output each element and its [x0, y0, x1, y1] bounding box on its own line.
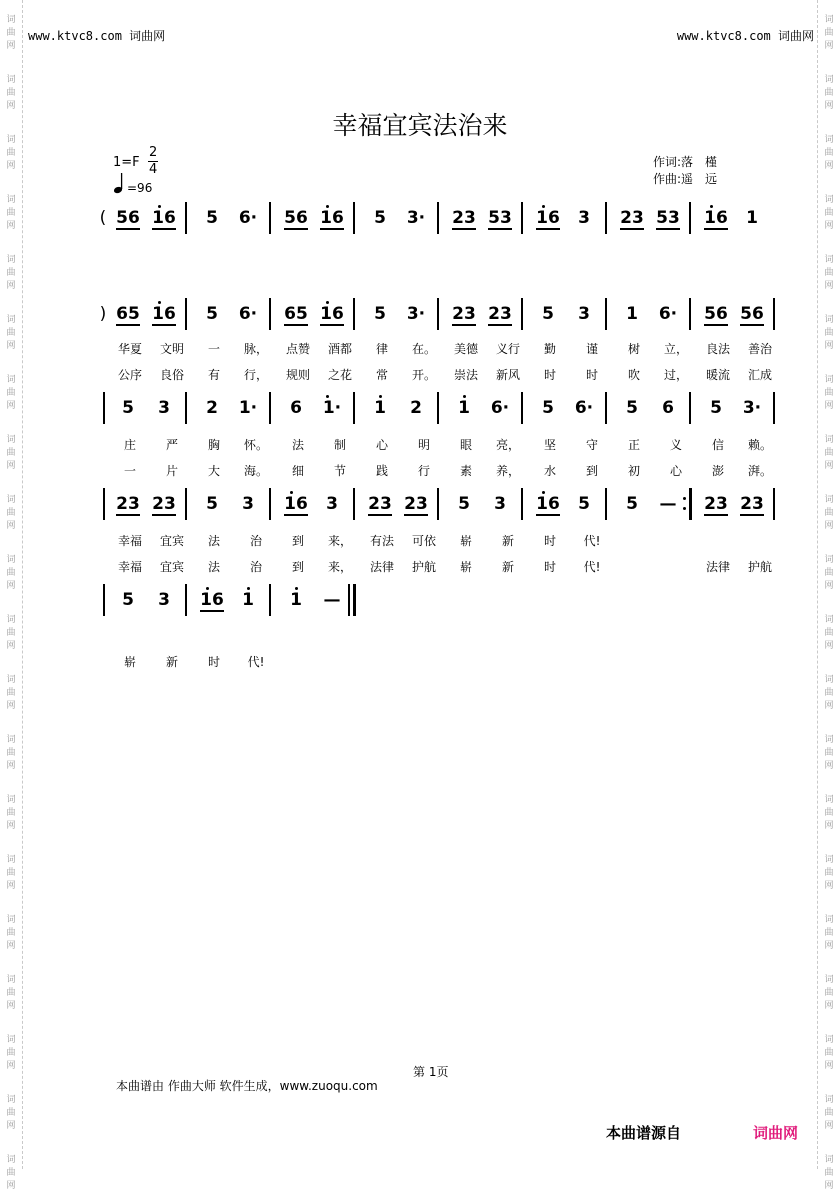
- note-beat: 3: [158, 398, 170, 418]
- note-beat: 6·: [490, 398, 510, 418]
- lyric-syllable: 华夏: [117, 342, 142, 356]
- lyric-syllable: 素: [459, 464, 472, 478]
- lyric-syllable: 节: [333, 464, 346, 478]
- note-beat: 3: [158, 590, 170, 610]
- lyric-syllable: 信: [711, 438, 724, 452]
- lyric-syllable: 守: [585, 438, 598, 452]
- lyric-syllable: 水: [543, 464, 556, 478]
- note-beat: 16: [320, 208, 344, 228]
- lyric-syllable: 明: [417, 438, 430, 452]
- lyric-syllable: 新: [165, 655, 178, 669]
- lyric-syllable: 正: [627, 438, 640, 452]
- lyric-syllable: 勤: [543, 342, 556, 356]
- watermark-glyphs: 词 曲 网: [6, 495, 16, 531]
- bar-line: [689, 202, 691, 234]
- lyric-syllable: 开。: [411, 368, 436, 382]
- lyric-syllable: 善治: [747, 342, 772, 356]
- bar-line: [269, 298, 271, 330]
- watermark-glyphs: 词 曲 网: [824, 375, 834, 411]
- watermark-glyphs: 词 曲 网: [6, 795, 16, 831]
- lyric-syllable: 幸福: [117, 534, 142, 548]
- watermark-glyphs: 词 曲 网: [824, 195, 834, 231]
- lyric-syllable: 庄: [123, 438, 136, 452]
- bar-line: [689, 298, 691, 330]
- bar-line: [437, 202, 439, 234]
- lyric-syllable: 律: [375, 342, 388, 356]
- watermark-glyphs: 词 曲 网: [6, 195, 16, 231]
- bar-line: [185, 298, 187, 330]
- watermark-glyphs: 词 曲 网: [824, 1095, 834, 1131]
- lyric-syllable: 赖。: [747, 438, 772, 452]
- lyric-syllable: 美德: [453, 342, 478, 356]
- bar-line: [605, 298, 607, 330]
- note-beat: 23: [452, 304, 476, 324]
- lyric-syllable: 治: [249, 560, 262, 574]
- left-watermark-strip: [0, 0, 23, 1191]
- watermark-glyphs: 词 曲 网: [824, 135, 834, 171]
- lyric-syllable: 护航: [747, 560, 772, 574]
- bar-line: [773, 392, 775, 424]
- octave-dot: [542, 205, 545, 208]
- lyric-syllable: 大: [207, 464, 220, 478]
- note-beat: 16: [536, 494, 560, 514]
- bar-line: [437, 488, 439, 520]
- lyric-syllable: 宜宾: [159, 534, 184, 548]
- watermark-glyphs: 词 曲 网: [6, 555, 16, 591]
- watermark-glyphs: 词 曲 网: [6, 855, 16, 891]
- quarter-note-icon: [113, 171, 127, 195]
- lyric-syllable: 新: [501, 560, 514, 574]
- note-beat: 23: [704, 494, 728, 514]
- watermark-glyphs: 词 曲 网: [824, 795, 834, 831]
- note-beat: 56: [116, 208, 140, 228]
- lyric-syllable: 来，: [327, 534, 352, 548]
- lyric-syllable: 细: [291, 464, 304, 478]
- lyric-syllable: 澎: [711, 464, 724, 478]
- octave-dot: [542, 491, 545, 494]
- lyric-syllable: 法: [207, 534, 220, 548]
- octave-dot: [379, 395, 382, 398]
- watermark-glyphs: 词 曲 网: [824, 735, 834, 771]
- octave-dot: [710, 205, 713, 208]
- note-beat: 1: [458, 398, 470, 418]
- lyric-syllable: 新风: [495, 368, 520, 382]
- lyric-syllable: 义行: [495, 342, 520, 356]
- system-start-mark: [103, 584, 105, 616]
- note-beat: 3: [242, 494, 254, 514]
- bar-line: [605, 488, 607, 520]
- lyric-syllable: 胸: [207, 438, 220, 452]
- header-left: www.ktvc8.com 词曲网: [28, 29, 166, 43]
- watermark-glyphs: 词 曲 网: [6, 615, 16, 651]
- system-start-mark: ): [99, 304, 107, 324]
- bar-line: [773, 488, 775, 520]
- bar-line: [185, 202, 187, 234]
- octave-dot: [326, 205, 329, 208]
- lyric-syllable: 良俗: [159, 368, 184, 382]
- note-beat: 6·: [238, 208, 258, 228]
- note-beat: 6·: [238, 304, 258, 324]
- system-start-mark: [103, 392, 105, 424]
- note-beat: 23: [116, 494, 140, 514]
- lyric-syllable: 制: [333, 438, 346, 452]
- lyric-syllable: 汇成: [747, 368, 772, 382]
- lyric-syllable: 一: [207, 342, 220, 356]
- octave-dot: [206, 587, 209, 590]
- lyric-syllable: 宜宾: [159, 560, 184, 574]
- watermark-glyphs: 词 曲 网: [824, 1035, 834, 1071]
- watermark-glyphs: 词 曲 网: [6, 375, 16, 411]
- bar-line: [353, 298, 355, 330]
- bar-line: [605, 202, 607, 234]
- note-beat: 5: [626, 398, 638, 418]
- note-beat: 16: [536, 208, 560, 228]
- note-beat: 16: [152, 208, 176, 228]
- lyric-syllable: 可依: [411, 534, 436, 548]
- source-name: 词曲网: [753, 1124, 799, 1142]
- lyric-syllable: 脉，: [243, 342, 268, 356]
- lyric-syllable: 亮，: [495, 438, 520, 452]
- lyric-syllable: 之花: [327, 368, 352, 382]
- octave-dot: [247, 587, 250, 590]
- right-watermark-strip: [817, 0, 840, 1191]
- lyric-syllable: 时: [207, 655, 220, 669]
- lyric-syllable: 行，: [243, 368, 268, 382]
- system-start-mark: (: [99, 208, 107, 228]
- note-beat: 5: [206, 304, 218, 324]
- bar-line: [605, 392, 607, 424]
- lyric-syllable: 怀。: [243, 438, 268, 452]
- lyric-syllable: 坚: [543, 438, 556, 452]
- note-beat: 16: [200, 590, 224, 610]
- watermark-glyphs: 词 曲 网: [824, 435, 834, 471]
- lyric-syllable: 践: [375, 464, 388, 478]
- octave-dot: [158, 301, 161, 304]
- note-beat: 5: [710, 398, 722, 418]
- note-beat: 1·: [238, 398, 258, 418]
- system-start-mark: [103, 488, 105, 520]
- bar-line: [353, 202, 355, 234]
- lyricist-credit: 作词:落 槿: [653, 155, 718, 169]
- note-beat: 53: [656, 208, 680, 228]
- lyric-syllable: 到: [291, 534, 304, 548]
- watermark-glyphs: 词 曲 网: [6, 915, 16, 951]
- lyric-syllable: 良法: [705, 342, 730, 356]
- watermark-glyphs: 词 曲 网: [824, 615, 834, 651]
- note-beat: 3: [578, 304, 590, 324]
- bar-line: [185, 584, 187, 616]
- lyric-syllable: 心: [375, 438, 388, 452]
- lyric-syllable: 代!: [583, 560, 601, 574]
- octave-dot: [326, 301, 329, 304]
- note-beat: 23: [452, 208, 476, 228]
- note-beat: 3·: [406, 304, 426, 324]
- note-beat: 6·: [574, 398, 594, 418]
- note-beat: 3·: [742, 398, 762, 418]
- watermark-glyphs: 词 曲 网: [824, 855, 834, 891]
- lyric-syllable: 法: [291, 438, 304, 452]
- note-beat: 23: [152, 494, 176, 514]
- bar-line: [521, 202, 523, 234]
- octave-dot: [326, 395, 329, 398]
- note-beat: 16: [152, 304, 176, 324]
- lyric-syllable: 谨: [585, 342, 598, 356]
- note-beat: 1: [746, 208, 758, 228]
- lyric-syllable: 初: [627, 464, 640, 478]
- header-right: www.ktvc8.com 词曲网: [676, 29, 814, 43]
- lyric-syllable: 文明: [159, 342, 184, 356]
- note-beat: 1: [290, 590, 302, 610]
- bar-line: [521, 298, 523, 330]
- note-beat: 3: [578, 208, 590, 228]
- lyric-syllable: 崭: [459, 560, 472, 574]
- note-beat: 3: [326, 494, 338, 514]
- note-beat: 56: [284, 208, 308, 228]
- bar-line: [521, 392, 523, 424]
- lyric-syllable: 新: [501, 534, 514, 548]
- note-beat: 5: [206, 208, 218, 228]
- octave-dot: [290, 491, 293, 494]
- watermark-glyphs: 词 曲 网: [6, 1095, 16, 1131]
- lyric-syllable: 代!: [247, 655, 265, 669]
- lyric-syllable: 法律: [369, 560, 394, 574]
- repeat-dot: [683, 497, 686, 500]
- octave-dot: [463, 395, 466, 398]
- watermark-glyphs: 词 曲 网: [6, 135, 16, 171]
- watermark-glyphs: 词 曲 网: [6, 675, 16, 711]
- watermark-glyphs: 词 曲 网: [6, 735, 16, 771]
- time-signature-bottom: 4: [149, 162, 158, 177]
- note-beat: 2: [206, 398, 218, 418]
- note-beat: 23: [404, 494, 428, 514]
- lyric-syllable: 到: [585, 464, 598, 478]
- bar-line: [353, 584, 356, 616]
- watermark-glyphs: 词 曲 网: [824, 555, 834, 591]
- bar-line: [353, 488, 355, 520]
- note-beat: 5: [542, 304, 554, 324]
- note-beat: 1: [242, 590, 254, 610]
- watermark-glyphs: 词 曲 网: [6, 15, 16, 51]
- lyric-syllable: 法律: [705, 560, 730, 574]
- note-beat: 1: [374, 398, 386, 418]
- note-beat: 1·: [322, 398, 342, 418]
- watermark-glyphs: 词 曲 网: [824, 75, 834, 111]
- lyric-syllable: 崭: [123, 655, 136, 669]
- composer-credit: 作曲:遥 远: [653, 172, 718, 186]
- watermark-glyphs: 词 曲 网: [824, 915, 834, 951]
- watermark-glyphs: 词 曲 网: [824, 1155, 834, 1191]
- watermark-glyphs: 词 曲 网: [6, 315, 16, 351]
- note-beat: 6: [662, 398, 674, 418]
- note-beat: 5: [458, 494, 470, 514]
- bar-line: [773, 298, 775, 330]
- lyric-syllable: 在。: [411, 342, 436, 356]
- bar-line: [689, 488, 692, 520]
- note-beat: 6: [290, 398, 302, 418]
- lyric-syllable: 湃。: [747, 464, 772, 478]
- note-beat: 3: [494, 494, 506, 514]
- lyric-syllable: 义: [669, 438, 682, 452]
- note-beat: 2: [410, 398, 422, 418]
- note-beat: 5: [374, 208, 386, 228]
- note-beat: 65: [284, 304, 308, 324]
- note-beat: 23: [488, 304, 512, 324]
- lyric-syllable: 酒都: [327, 342, 352, 356]
- note-beat: 23: [368, 494, 392, 514]
- note-beat: 16: [704, 208, 728, 228]
- octave-dot: [295, 587, 298, 590]
- note-beat: 3·: [406, 208, 426, 228]
- note-beat: 5: [122, 590, 134, 610]
- note-beat: 16: [284, 494, 308, 514]
- lyric-syllable: 有: [207, 368, 220, 382]
- lyric-syllable: 养，: [495, 464, 520, 478]
- lyric-syllable: 一: [123, 464, 136, 478]
- lyric-syllable: 暖流: [705, 368, 730, 382]
- watermark-glyphs: 词 曲 网: [6, 255, 16, 291]
- note-beat: 56: [704, 304, 728, 324]
- lyric-syllable: 来，: [327, 560, 352, 574]
- watermark-glyphs: 词 曲 网: [824, 495, 834, 531]
- note-beat: —: [659, 494, 677, 514]
- bar-line: [521, 488, 523, 520]
- lyric-syllable: 崇法: [453, 368, 478, 382]
- lyric-syllable: 心: [669, 464, 682, 478]
- note-beat: —: [323, 590, 341, 610]
- lyric-syllable: 过，: [663, 368, 688, 382]
- bar-line: [353, 392, 355, 424]
- lyric-syllable: 护航: [411, 560, 436, 574]
- note-beat: 65: [116, 304, 140, 324]
- bar-line: [185, 392, 187, 424]
- note-beat: 5: [626, 494, 638, 514]
- watermark-glyphs: 词 曲 网: [824, 975, 834, 1011]
- bar-line: [185, 488, 187, 520]
- lyric-syllable: 常: [375, 368, 388, 382]
- note-beat: 56: [740, 304, 764, 324]
- bar-line: [269, 584, 271, 616]
- note-beat: 16: [320, 304, 344, 324]
- lyric-syllable: 幸福: [117, 560, 142, 574]
- final-bar-line: [348, 584, 350, 616]
- bar-line: [269, 202, 271, 234]
- watermark-glyphs: 词 曲 网: [6, 435, 16, 471]
- lyric-syllable: 海。: [243, 464, 268, 478]
- lyric-syllable: 时: [585, 368, 598, 382]
- lyric-syllable: 眼: [459, 438, 472, 452]
- lyric-syllable: 树: [627, 342, 640, 356]
- note-beat: 23: [620, 208, 644, 228]
- lyric-syllable: 时: [543, 534, 556, 548]
- lyric-syllable: 到: [291, 560, 304, 574]
- watermark-glyphs: 词 曲 网: [6, 1035, 16, 1071]
- note-beat: 5: [578, 494, 590, 514]
- watermark-glyphs: 词 曲 网: [824, 315, 834, 351]
- note-beat: 23: [740, 494, 764, 514]
- lyric-syllable: 公序: [117, 368, 142, 382]
- generator-note: 本曲谱由 作曲大师 软件生成，www.zuoqu.com: [116, 1079, 378, 1093]
- note-beat: 5: [122, 398, 134, 418]
- bar-line: [437, 392, 439, 424]
- lyric-syllable: 有法: [369, 534, 394, 548]
- source-label: 本曲谱源自: [606, 1124, 682, 1142]
- watermark-glyphs: 词 曲 网: [6, 975, 16, 1011]
- song-title: 幸福宜宾法治来: [332, 111, 508, 140]
- watermark-glyphs: 词 曲 网: [6, 75, 16, 111]
- watermark-glyphs: 词 曲 网: [824, 255, 834, 291]
- lyric-syllable: 严: [165, 438, 178, 452]
- note-beat: 1: [626, 304, 638, 324]
- lyric-syllable: 点赞: [285, 342, 310, 356]
- lyric-syllable: 吹: [627, 368, 640, 382]
- watermark-glyphs: 词 曲 网: [824, 675, 834, 711]
- note-beat: 5: [206, 494, 218, 514]
- bar-line: [689, 392, 691, 424]
- tempo: =96: [127, 181, 153, 195]
- lyric-syllable: 代!: [583, 534, 601, 548]
- note-beat: 6·: [658, 304, 678, 324]
- lyric-syllable: 崭: [459, 534, 472, 548]
- watermark-glyphs: 词 曲 网: [6, 1155, 16, 1191]
- lyric-syllable: 行: [417, 464, 430, 478]
- time-signature-top: 2: [149, 145, 158, 160]
- bar-line: [437, 298, 439, 330]
- note-beat: 5: [374, 304, 386, 324]
- bar-line: [269, 392, 271, 424]
- lyric-syllable: 时: [543, 560, 556, 574]
- bar-line: [269, 488, 271, 520]
- lyric-syllable: 治: [249, 534, 262, 548]
- watermark-glyphs: 词 曲 网: [824, 15, 834, 51]
- note-beat: 53: [488, 208, 512, 228]
- lyric-syllable: 立，: [663, 342, 688, 356]
- lyric-syllable: 片: [165, 464, 178, 478]
- repeat-dot: [683, 507, 686, 510]
- lyric-syllable: 规则: [285, 368, 310, 382]
- note-beat: 5: [542, 398, 554, 418]
- page-number: 第 1页: [413, 1065, 449, 1079]
- lyric-syllable: 时: [543, 368, 556, 382]
- octave-dot: [158, 205, 161, 208]
- key-signature: 1=F: [113, 155, 140, 170]
- lyric-syllable: 法: [207, 560, 220, 574]
